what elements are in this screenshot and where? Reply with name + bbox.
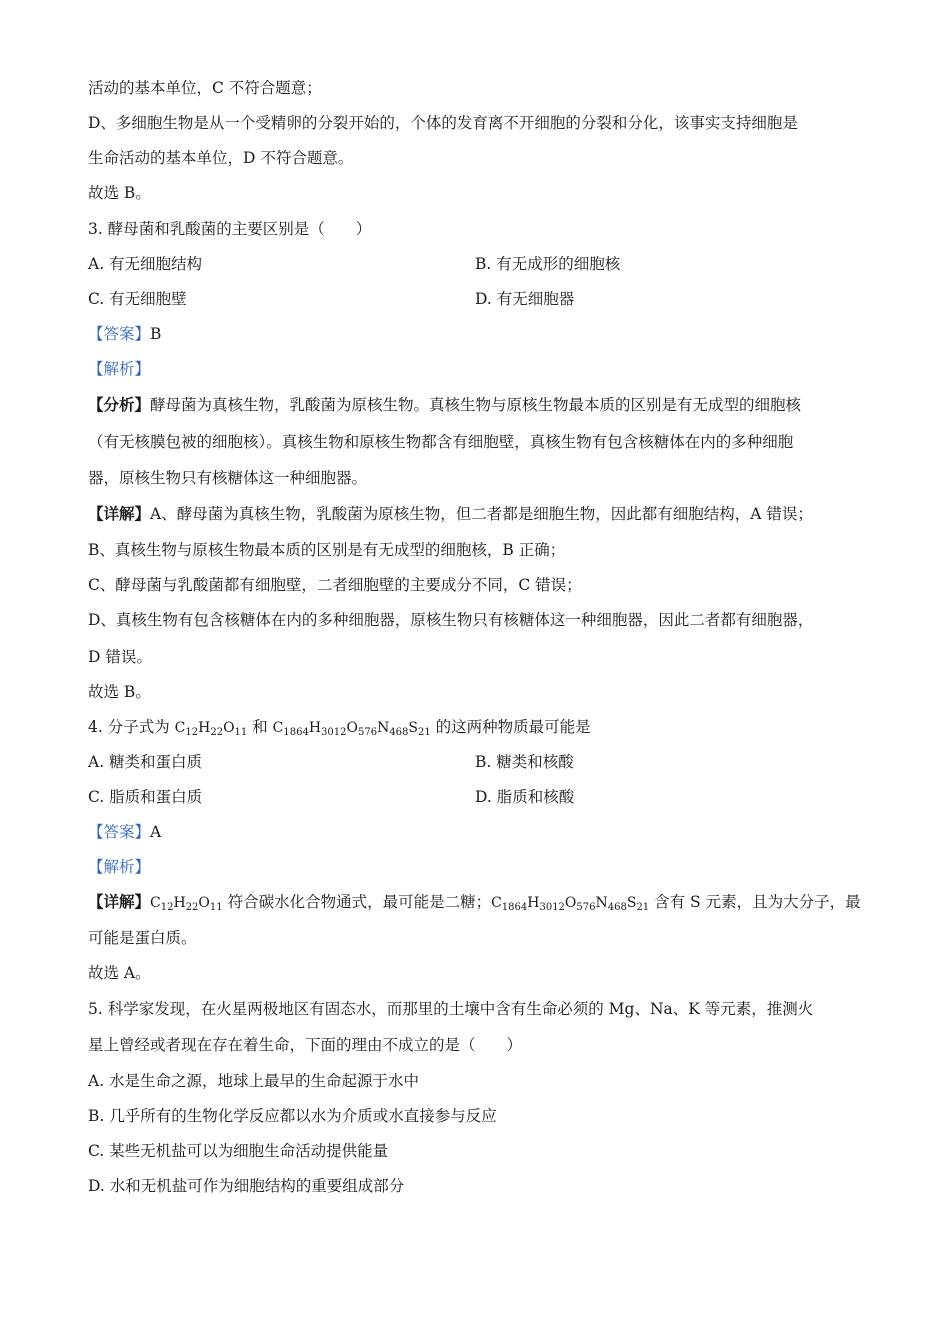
q4-answer-value: A <box>150 823 162 841</box>
q3-answer-value: B <box>150 325 162 343</box>
detail-tag: 【详解】 <box>88 892 151 911</box>
q4-option-b: B. 糖类和核酸 <box>475 753 574 771</box>
q4-stem-pre: 4. 分子式为 <box>88 718 175 736</box>
q3-option-c: C. 有无细胞壁 <box>88 290 187 308</box>
answer-tag: 【答案】 <box>88 325 151 343</box>
q5-option-d: D. 水和无机盐可作为细胞结构的重要组成部分 <box>88 1177 405 1195</box>
q3-fenxi-line3: 器，原核生物只有核糖体这一种细胞器。 <box>88 469 368 487</box>
answer-tag: 【答案】 <box>88 823 151 841</box>
q4-stem <box>88 716 864 744</box>
formula-2: $C_{1864}H_{3012}O_{576}N_{468}S_{21}$ <box>272 720 431 738</box>
formula-1: $C_{12}H_{22}O_{11}$ <box>174 720 248 738</box>
q4-conclusion: 故选 A。 <box>88 964 151 982</box>
q3-conclusion: 故选 B。 <box>88 683 151 701</box>
q4-detail-line2: 可能是蛋白质。 <box>88 929 197 947</box>
q3-stem: 3. 酵母菌和乳酸菌的主要区别是（ ） <box>88 220 372 238</box>
q4-detail-mid: 符合碳水化合物通式，最可能是二糖； <box>222 893 492 911</box>
q5-option-c: C. 某些无机盐可以为细胞生命活动提供能量 <box>88 1142 389 1160</box>
q3-fenxi-line1 <box>88 394 864 416</box>
q5-stem-line1: 5. 科学家发现，在火星两极地区有固态水，而那里的土壤中含有生命必须的 Mg、Na、K 等元素，推测火 <box>88 1000 814 1018</box>
q4-detail-line1 <box>88 891 864 919</box>
prev-tail: 活动的基本单位，C 不符合题意； <box>88 79 322 97</box>
q5-stem-line2: 星上曾经或者现在存在着生命，下面的理由不成立的是（ ） <box>88 1036 523 1054</box>
analysis-tag: 【解析】 <box>88 360 151 378</box>
q3-detail-c: C、酵母菌与乳酸菌都有细胞壁，二者细胞壁的主要成分不同，C 错误； <box>88 576 582 594</box>
q3-detail-a-text: A、酵母菌为真核生物，乳酸菌为原核生物，但二者都是细胞生物，因此都有细胞结构，A 错误； <box>150 505 813 523</box>
q4-stem-mid: 和 <box>247 718 273 736</box>
detail-tag: 【详解】 <box>88 504 151 523</box>
q4-stem-post: 的这两种物质最可能是 <box>430 718 591 736</box>
q4-option-c: C. 脂质和蛋白质 <box>88 788 203 806</box>
q4-option-a: A. 糖类和蛋白质 <box>88 753 203 771</box>
q3-option-d: D. 有无细胞器 <box>475 290 575 308</box>
q3-fenxi-text1: 酵母菌为真核生物，乳酸菌为原核生物。真核生物与原核生物最本质的区别是有无成型的细胞核 <box>150 396 802 414</box>
formula-2-ref: $C_{1864}H_{3012}O_{576}N_{468}S_{21}$ <box>491 895 650 913</box>
q4-option-d: D. 脂质和核酸 <box>475 788 575 806</box>
prev-detail-d-line1: D、多细胞生物是从一个受精卵的分裂开始的，个体的发育离不开细胞的分裂和分化，该事实支持细胞是 <box>88 114 798 132</box>
q3-detail-b: B、真核生物与原核生物最本质的区别是有无成型的细胞核，B 正确； <box>88 541 566 559</box>
q4-detail-post: 含有 S 元素，且为大分子，最 <box>649 893 861 911</box>
q5-option-b: B. 几乎所有的生物化学反应都以水为介质或水直接参与反应 <box>88 1107 497 1125</box>
q3-option-a: A. 有无细胞结构 <box>88 255 203 273</box>
q3-detail-d-line2: D 错误。 <box>88 648 152 666</box>
q4-analysis-heading <box>88 856 864 878</box>
q3-analysis-heading <box>88 358 864 380</box>
fenxi-tag: 【分析】 <box>88 395 151 414</box>
q3-fenxi-line2: （有无核膜包被的细胞核）。真核生物和原核生物都含有细胞壁，真核生物有包含核糖体在内的多种细胞 <box>88 433 794 451</box>
q3-detail-a <box>88 503 864 525</box>
prev-detail-d-line2: 生命活动的基本单位，D 不符合题意。 <box>88 149 354 167</box>
analysis-tag: 【解析】 <box>88 858 151 876</box>
q3-answer <box>88 323 864 345</box>
prev-conclusion: 故选 B。 <box>88 184 151 202</box>
q4-answer <box>88 821 864 843</box>
q3-option-b: B. 有无成形的细胞核 <box>475 255 621 273</box>
q5-option-a: A. 水是生命之源，地球上最早的生命起源于水中 <box>88 1072 420 1090</box>
q3-detail-d-line1: D、真核生物有包含核糖体在内的多种细胞器，原核生物只有核糖体这一种细胞器，因此二者都有细胞器， <box>88 611 814 629</box>
formula-1-ref: $C_{12}H_{22}O_{11}$ <box>150 895 223 913</box>
